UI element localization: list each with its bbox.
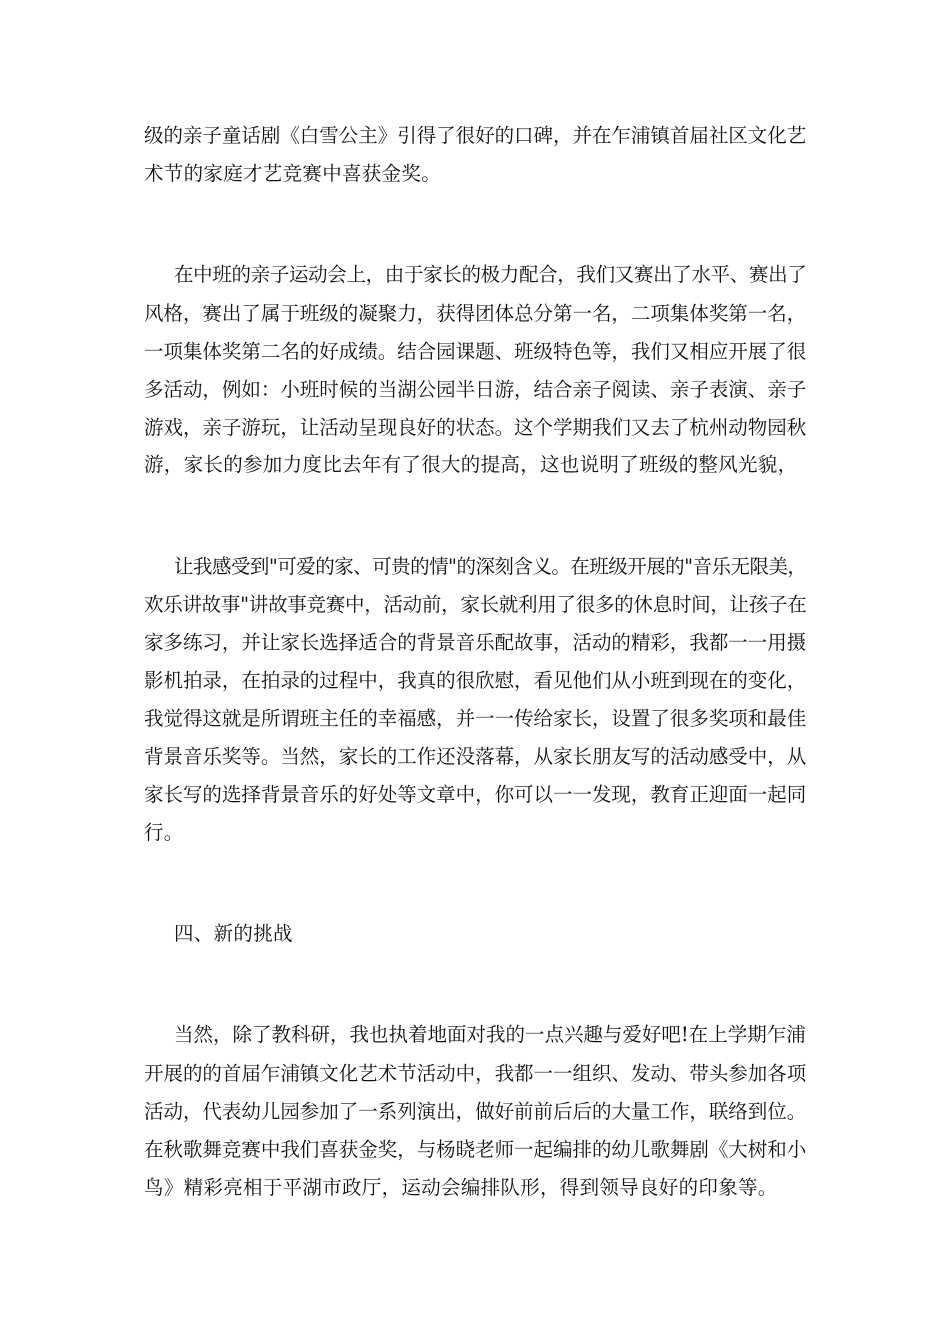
paragraph-line: 行。	[144, 821, 184, 844]
paragraph-line: 一项集体奖第二名的好成绩。结合园课题、班级特色等，我们又相应开展了很	[144, 340, 807, 363]
paragraph-line: 背景音乐奖等。当然，家长的工作还没落幕，从家长朋友写的活动感受中，从	[144, 745, 807, 768]
paragraph-line: 开展的的首届乍浦镇文化艺术节活动中，我都一一组织、发动、带头参加各项	[144, 1062, 807, 1085]
paragraph-line: 游，家长的参加力度比去年有了很大的提高，这也说明了班级的整风光貌，	[144, 453, 798, 476]
paragraph-line: 当然，除了教科研，我也执着地面对我的一点兴趣与爱好吧!在上学期乍浦	[174, 1023, 806, 1046]
paragraph-line: 鸟》精彩亮相于平湖市政厅，运动会编排队形，得到领导良好的印象等。	[144, 1176, 778, 1199]
paragraph-line: 术节的家庭才艺竞赛中喜获金奖。	[144, 162, 442, 185]
paragraph-line: 风格，赛出了属于班级的凝聚力，获得团体总分第一名，二项集体奖第一名，	[144, 302, 807, 325]
paragraph-line: 家长写的选择背景音乐的好处等文章中，你可以一一发现，教育正迎面一起同	[144, 783, 807, 806]
paragraph-line: 活动，代表幼儿园参加了一系列演出，做好前前后后的大量工作，联络到位。	[144, 1100, 807, 1123]
paragraph-line: 在中班的亲子运动会上，由于家长的极力配合，我们又赛出了水平、赛出了	[174, 263, 807, 286]
paragraph-line: 级的亲子童话剧《白雪公主》引得了很好的口碑，并在乍浦镇首届社区文化艺	[144, 124, 807, 147]
paragraph-line: 在秋歌舞竞赛中我们喜获金奖，与杨晓老师一起编排的幼儿歌舞剧《大树和小	[144, 1138, 807, 1161]
section-heading: 四、新的挑战	[174, 922, 293, 945]
paragraph-line: 影机拍录，在拍录的过程中，我真的很欣慰，看见他们从小班到现在的变化，	[144, 669, 807, 692]
paragraph-line: 让我感受到"可爱的家、可贵的情"的深刻含义。在班级开展的"音乐无限美，	[174, 555, 807, 578]
paragraph-line: 多活动，例如：小班时候的当湖公园半日游，结合亲子阅读、亲子表演、亲子	[144, 378, 807, 401]
paragraph-line: 家多练习，并让家长选择适合的背景音乐配故事，活动的精彩，我都一一用摄	[144, 631, 807, 654]
paragraph-line: 我觉得这就是所谓班主任的幸福感，并一一传给家长，设置了很多奖项和最佳	[144, 707, 807, 730]
paragraph-line: 游戏，亲子游玩，让活动呈现良好的状态。这个学期我们又去了杭州动物园秋	[144, 416, 807, 439]
paragraph-line: 欢乐讲故事"讲故事竞赛中，活动前，家长就利用了很多的休息时间，让孩子在	[144, 593, 807, 616]
